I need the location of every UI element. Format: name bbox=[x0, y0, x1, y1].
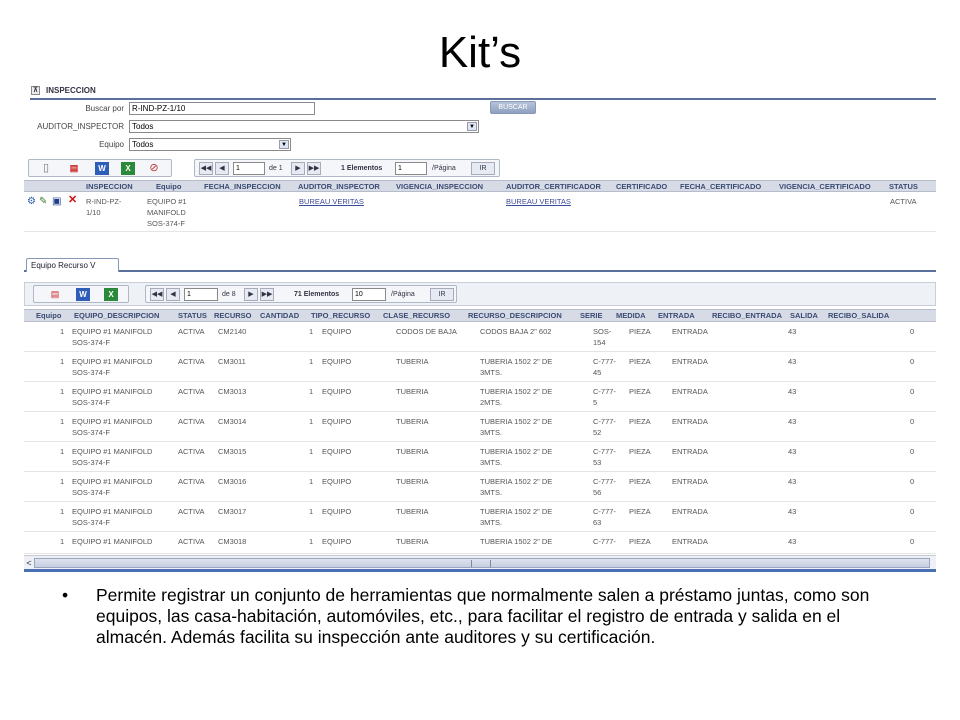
auditor-inspector-value: Todos bbox=[132, 122, 154, 131]
ir-button[interactable]: IR bbox=[471, 162, 495, 175]
bullet-text: Permite registrar un conjunto de herramientas que normalmente salen a préstamo juntas, como son equipos, las casa-habitación, automóviles, etc., para facilitar el registro de entrada y salida en el almacén. Además facilita su inspección ante auditores y su certificación. bbox=[96, 585, 870, 647]
column-header[interactable]: Equipo bbox=[156, 181, 182, 191]
desc-line: EQUIPO #1 MANIFOLD bbox=[72, 327, 153, 336]
inspeccion-section-header bbox=[24, 82, 936, 98]
cantidad-cell: 1 bbox=[309, 387, 314, 396]
cantidad-cell: 1 bbox=[309, 507, 314, 516]
page-input[interactable]: 1 bbox=[233, 162, 265, 175]
pdf-icon[interactable]: ▤ bbox=[50, 289, 60, 299]
equipo-cell bbox=[147, 196, 187, 229]
slide-title: Kit’s bbox=[438, 28, 522, 77]
status-cell: ACTIVA bbox=[178, 417, 205, 426]
entrada-cell: ENTRADA bbox=[672, 447, 708, 456]
inspeccion-line: 1/10 bbox=[86, 208, 101, 217]
edit-icon[interactable]: ✎ bbox=[39, 196, 48, 207]
recibo-entrada-cell: 43 bbox=[788, 447, 797, 456]
equipo-line: MANIFOLD bbox=[147, 208, 186, 217]
buscar-por-input[interactable]: R-IND-PZ-1/10 bbox=[129, 102, 315, 115]
serie-line: C-777- bbox=[593, 507, 616, 516]
desc-line: SOS-374-F bbox=[72, 338, 110, 347]
column-header[interactable]: TIPO_RECURSO bbox=[311, 311, 371, 320]
scroll-left-icon[interactable]: < bbox=[26, 558, 32, 568]
serie-line: 154 bbox=[593, 338, 606, 347]
chevron-down-icon[interactable]: ▼ bbox=[279, 140, 289, 149]
entrada-cell: ENTRADA bbox=[672, 507, 708, 516]
medida-cell: PIEZA bbox=[629, 507, 651, 516]
tab-bar bbox=[24, 258, 936, 272]
table-row[interactable] bbox=[24, 192, 936, 232]
next-page-icon[interactable]: ▶ bbox=[244, 288, 258, 301]
equipo-cell: 1 bbox=[60, 507, 65, 516]
expand-icon[interactable]: ⊼ bbox=[32, 87, 39, 94]
serie-line: C-777- bbox=[593, 447, 616, 456]
prev-page-icon[interactable]: ◀ bbox=[215, 162, 229, 175]
desc-line: SOS-374-F bbox=[72, 488, 110, 497]
medida-cell: PIEZA bbox=[629, 327, 651, 336]
cantidad-cell: 1 bbox=[309, 357, 314, 366]
auditor-inspector-label: AUDITOR_INSPECTOR bbox=[37, 122, 124, 131]
clase-recurso-cell: TUBERIA bbox=[396, 387, 429, 396]
clase-recurso-cell: TUBERIA bbox=[396, 447, 429, 456]
recurso-cell: CM3018 bbox=[218, 537, 247, 546]
last-page-icon[interactable]: ▶▶ bbox=[307, 162, 321, 175]
rdesc-line: TUBERIA 1502 2" DE bbox=[480, 447, 553, 456]
scrollbar-thumb[interactable] bbox=[34, 558, 930, 568]
status-cell: ACTIVA bbox=[178, 507, 205, 516]
recurso-toolbar bbox=[24, 282, 936, 306]
equipo-descripcion-cell bbox=[72, 476, 152, 498]
equipo-cell: 1 bbox=[60, 537, 65, 546]
recurso-cell: CM3014 bbox=[218, 417, 247, 426]
rdesc-line: 3MTS. bbox=[480, 518, 503, 527]
equipo-cell: 1 bbox=[60, 477, 65, 486]
recurso-descripcion-cell bbox=[480, 386, 552, 408]
buscar-por-label: Buscar por bbox=[85, 104, 124, 113]
table-row[interactable] bbox=[24, 322, 936, 352]
column-header[interactable]: CANTIDAD bbox=[260, 311, 300, 320]
recurso-descripcion-cell bbox=[480, 356, 552, 378]
table-row[interactable] bbox=[24, 382, 936, 412]
ir-button[interactable]: IR bbox=[430, 288, 454, 301]
desc-line: EQUIPO #1 MANIFOLD bbox=[72, 507, 153, 516]
column-header[interactable]: ENTRADA bbox=[658, 311, 695, 320]
column-header[interactable]: FECHA_INSPECCION bbox=[204, 181, 281, 191]
serie-line: C-777- bbox=[593, 417, 616, 426]
export-toolbar bbox=[28, 159, 172, 177]
recibo-entrada-cell: 43 bbox=[788, 507, 797, 516]
recurso-cell: CM3011 bbox=[218, 357, 246, 366]
rdesc-line: 3MTS. bbox=[480, 458, 503, 467]
column-header[interactable]: RECURSO bbox=[214, 311, 252, 320]
page-input[interactable]: 1 bbox=[184, 288, 218, 301]
excel-icon[interactable]: X bbox=[121, 162, 135, 175]
cantidad-cell: 1 bbox=[309, 417, 314, 426]
elements-count: 71 Elementos bbox=[294, 291, 340, 298]
recurso-descripcion-cell bbox=[480, 446, 552, 468]
entrada-cell: ENTRADA bbox=[672, 417, 708, 426]
inspeccion-cell bbox=[86, 196, 121, 218]
per-page-text: /Página bbox=[432, 165, 456, 172]
bullet-marker: • bbox=[62, 585, 69, 605]
save-icon[interactable]: ▣ bbox=[52, 196, 62, 207]
column-header[interactable]: SERIE bbox=[580, 311, 603, 320]
next-page-icon[interactable]: ▶ bbox=[291, 162, 305, 175]
column-header[interactable]: MEDIDA bbox=[616, 311, 646, 320]
auditor-inspector-link[interactable]: BUREAU VERITAS bbox=[299, 197, 364, 206]
recibo-salida-cell: 0 bbox=[910, 387, 915, 396]
status-cell: ACTIVA bbox=[178, 447, 205, 456]
clase-recurso-cell: TUBERIA bbox=[396, 507, 429, 516]
first-page-icon[interactable]: ◀◀ bbox=[199, 162, 213, 175]
column-header[interactable]: RECURSO_DESCRIPCION bbox=[468, 311, 562, 320]
recurso-descripcion-cell: TUBERIA 1502 2" DE bbox=[480, 537, 553, 546]
recurso-table-header bbox=[24, 309, 936, 322]
serie-line: 63 bbox=[593, 518, 602, 527]
status-cell: ACTIVA bbox=[178, 387, 205, 396]
rdesc-line: TUBERIA 1502 2" DE bbox=[480, 357, 553, 366]
recibo-entrada-cell: 43 bbox=[788, 477, 797, 486]
tipo-recurso-cell: EQUIPO bbox=[322, 477, 352, 486]
column-header[interactable]: Equipo bbox=[36, 311, 62, 320]
equipo-value: Todos bbox=[132, 140, 154, 149]
tipo-recurso-cell: EQUIPO bbox=[322, 507, 352, 516]
bottom-band bbox=[24, 569, 936, 572]
inspeccion-table-header bbox=[24, 180, 936, 192]
column-header[interactable]: STATUS bbox=[178, 311, 207, 320]
recibo-entrada-cell: 43 bbox=[788, 357, 797, 366]
cantidad-cell: 1 bbox=[309, 477, 314, 486]
serie-cell bbox=[593, 506, 616, 528]
per-page-input[interactable]: 1 bbox=[395, 162, 427, 175]
equipo-line: SOS-374-F bbox=[147, 219, 185, 228]
auditor-inspector-select[interactable] bbox=[129, 120, 479, 133]
new-document-icon[interactable]: ▯ bbox=[42, 162, 50, 174]
recurso-descripcion-cell bbox=[480, 326, 551, 337]
entrada-cell: ENTRADA bbox=[672, 357, 708, 366]
prev-page-icon[interactable]: ◀ bbox=[166, 288, 180, 301]
column-header[interactable]: EQUIPO_DESCRIPCION bbox=[74, 311, 160, 320]
equipo-line: EQUIPO #1 bbox=[147, 197, 187, 206]
equipo-label: Equipo bbox=[99, 140, 124, 149]
serie-line: 5 bbox=[593, 398, 598, 407]
table-row[interactable] bbox=[24, 532, 936, 554]
tipo-recurso-cell: EQUIPO bbox=[322, 537, 352, 546]
word-icon[interactable]: W bbox=[95, 162, 109, 175]
equipo-cell: 1 bbox=[60, 417, 65, 426]
clase-recurso-cell: TUBERIA bbox=[396, 417, 429, 426]
page-of-text: de 8 bbox=[222, 291, 236, 298]
column-header[interactable]: CLASE_RECURSO bbox=[383, 311, 451, 320]
pdf-icon[interactable]: ▤ bbox=[69, 163, 79, 173]
serie-cell bbox=[593, 386, 616, 408]
entrada-cell: ENTRADA bbox=[672, 387, 708, 396]
recibo-entrada-cell: 43 bbox=[788, 537, 797, 546]
column-header[interactable]: VIGENCIA_INSPECCION bbox=[396, 181, 484, 191]
serie-line: C-777- bbox=[593, 477, 616, 486]
inspeccion-line: R-IND-PZ- bbox=[86, 197, 122, 206]
status-cell: ACTIVA bbox=[178, 327, 205, 336]
serie-line: 52 bbox=[593, 428, 602, 437]
equipo-cell: 1 bbox=[60, 447, 65, 456]
equipo-descripcion-cell bbox=[72, 416, 152, 438]
first-page-icon[interactable]: ◀◀ bbox=[150, 288, 164, 301]
serie-line: C-777- bbox=[593, 387, 616, 396]
equipo-cell: 1 bbox=[60, 387, 65, 396]
tipo-recurso-cell: EQUIPO bbox=[322, 387, 352, 396]
serie-cell: C-777- bbox=[593, 537, 616, 546]
per-page-input[interactable]: 10 bbox=[352, 288, 386, 301]
desc-line: EQUIPO #1 MANIFOLD bbox=[72, 387, 153, 396]
recibo-entrada-cell: 43 bbox=[788, 387, 797, 396]
group-icon[interactable]: ⚙ bbox=[27, 196, 36, 207]
clase-recurso-cell: CODOS DE BAJA bbox=[396, 327, 457, 336]
medida-cell: PIEZA bbox=[629, 357, 651, 366]
recibo-salida-cell: 0 bbox=[910, 537, 915, 546]
clase-recurso-cell: TUBERIA bbox=[396, 537, 429, 546]
serie-line: 53 bbox=[593, 458, 602, 467]
last-page-icon[interactable]: ▶▶ bbox=[260, 288, 274, 301]
desc-line: EQUIPO #1 MANIFOLD bbox=[72, 447, 153, 456]
inspeccion-toolbar bbox=[24, 156, 936, 178]
equipo-descripcion-cell bbox=[72, 446, 152, 468]
buscar-por-row bbox=[24, 100, 936, 118]
rdesc-line: TUBERIA 1502 2" DE bbox=[480, 417, 553, 426]
desc-line: SOS-374-F bbox=[72, 368, 110, 377]
rdesc-line: TUBERIA 1502 2" DE bbox=[480, 477, 553, 486]
medida-cell: PIEZA bbox=[629, 417, 651, 426]
table-row[interactable] bbox=[24, 502, 936, 532]
recurso-descripcion-cell bbox=[480, 476, 552, 498]
auditor-certificador-link[interactable]: BUREAU VERITAS bbox=[506, 197, 571, 206]
table-row[interactable] bbox=[24, 442, 936, 472]
recurso-cell: CM3017 bbox=[218, 507, 247, 516]
excel-icon[interactable]: X bbox=[104, 288, 118, 301]
no-filter-icon[interactable]: ⊘ bbox=[149, 162, 159, 174]
desc-line: EQUIPO #1 MANIFOLD bbox=[72, 477, 153, 486]
chevron-down-icon[interactable]: ▼ bbox=[467, 122, 477, 131]
recibo-salida-cell: 0 bbox=[910, 447, 915, 456]
recurso-cell: CM3015 bbox=[218, 447, 247, 456]
scrollbar-grip bbox=[471, 560, 491, 567]
serie-cell bbox=[593, 416, 616, 438]
status-cell: ACTIVA bbox=[178, 477, 205, 486]
desc-line: SOS-374-F bbox=[72, 458, 110, 467]
serie-line: 45 bbox=[593, 368, 602, 377]
word-icon[interactable]: W bbox=[76, 288, 90, 301]
medida-cell: PIEZA bbox=[629, 477, 651, 486]
serie-cell bbox=[593, 446, 616, 468]
recurso-table-body bbox=[24, 322, 936, 554]
cantidad-cell: 1 bbox=[309, 327, 314, 336]
equipo-descripcion-cell bbox=[72, 506, 152, 528]
recurso-export-toolbar bbox=[33, 285, 129, 303]
rdesc-line: TUBERIA 1502 2" DE bbox=[480, 507, 553, 516]
elements-count: 1 Elementos bbox=[341, 165, 383, 172]
rdesc-line: 3MTS. bbox=[480, 368, 503, 377]
medida-cell: PIEZA bbox=[629, 387, 651, 396]
serie-cell bbox=[593, 476, 616, 498]
column-header[interactable]: SALIDA bbox=[790, 311, 818, 320]
auditor-row bbox=[24, 118, 936, 136]
recibo-salida-cell: 0 bbox=[910, 417, 915, 426]
buscar-button[interactable]: BUSCAR bbox=[490, 101, 536, 114]
equipo-descripcion-cell: EQUIPO #1 MANIFOLD bbox=[72, 537, 153, 546]
equipo-select[interactable] bbox=[129, 138, 291, 151]
desc-line: SOS-374-F bbox=[72, 428, 110, 437]
column-header[interactable]: FECHA_CERTIFICADO bbox=[680, 181, 762, 191]
equipo-row bbox=[24, 136, 936, 154]
recibo-entrada-cell: 43 bbox=[788, 417, 797, 426]
recibo-salida-cell: 0 bbox=[910, 507, 915, 516]
tipo-recurso-cell: EQUIPO bbox=[322, 327, 352, 336]
recurso-cell: CM2140 bbox=[218, 327, 247, 336]
delete-icon[interactable]: ✕ bbox=[68, 194, 78, 206]
recurso-cell: CM3016 bbox=[218, 477, 247, 486]
clase-recurso-cell: TUBERIA bbox=[396, 357, 429, 366]
recurso-pager bbox=[145, 285, 457, 303]
column-header[interactable]: AUDITOR_INSPECTOR bbox=[298, 181, 380, 191]
app-screenshot bbox=[24, 82, 936, 572]
equipo-cell: 1 bbox=[60, 327, 65, 336]
column-header[interactable]: AUDITOR_CERTIFICADOR bbox=[506, 181, 601, 191]
entrada-cell: ENTRADA bbox=[672, 477, 708, 486]
medida-cell: PIEZA bbox=[629, 447, 651, 456]
rdesc-line: TUBERIA 1502 2" DE bbox=[480, 387, 553, 396]
medida-cell: PIEZA bbox=[629, 537, 651, 546]
table-row[interactable] bbox=[24, 412, 936, 442]
column-header[interactable]: CERTIFICADO bbox=[616, 181, 668, 191]
tab-equipo-recurso[interactable]: Equipo Recurso V bbox=[26, 258, 119, 272]
cantidad-cell: 1 bbox=[309, 447, 314, 456]
status-cell: ACTIVA bbox=[178, 357, 205, 366]
desc-line: SOS-374-F bbox=[72, 518, 110, 527]
entrada-cell: ENTRADA bbox=[672, 327, 708, 336]
equipo-cell: 1 bbox=[60, 357, 65, 366]
recurso-cell: CM3013 bbox=[218, 387, 247, 396]
serie-cell bbox=[593, 356, 616, 378]
tipo-recurso-cell: EQUIPO bbox=[322, 357, 352, 366]
table-row[interactable] bbox=[24, 472, 936, 502]
equipo-descripcion-cell bbox=[72, 326, 152, 348]
serie-cell bbox=[593, 326, 611, 348]
column-header[interactable]: INSPECCION bbox=[86, 181, 133, 191]
recurso-descripcion-cell bbox=[480, 416, 552, 438]
tipo-recurso-cell: EQUIPO bbox=[322, 417, 352, 426]
per-page-text: /Página bbox=[391, 291, 415, 298]
rdesc-line: CODOS BAJA 2" 602 bbox=[480, 327, 552, 336]
serie-line: 56 bbox=[593, 488, 602, 497]
rdesc-line: 2MTS. bbox=[480, 398, 503, 407]
cantidad-cell: 1 bbox=[309, 537, 314, 546]
recurso-descripcion-cell bbox=[480, 506, 552, 528]
column-header[interactable]: RECIBO_ENTRADA bbox=[712, 311, 783, 320]
recibo-salida-cell: 0 bbox=[910, 327, 915, 336]
page-of-text: de 1 bbox=[269, 165, 283, 172]
entrada-cell: ENTRADA bbox=[672, 537, 708, 546]
status-cell: ACTIVA bbox=[178, 537, 205, 546]
equipo-descripcion-cell bbox=[72, 386, 152, 408]
recibo-entrada-cell: 43 bbox=[788, 327, 797, 336]
status-cell: ACTIVA bbox=[890, 197, 917, 206]
equipo-descripcion-cell bbox=[72, 356, 152, 378]
recibo-salida-cell: 0 bbox=[910, 357, 915, 366]
rdesc-line: 3MTS. bbox=[480, 488, 503, 497]
column-header[interactable]: STATUS bbox=[889, 181, 918, 191]
column-header[interactable]: VIGENCIA_CERTIFICADO bbox=[779, 181, 871, 191]
desc-line: SOS-374-F bbox=[72, 398, 110, 407]
column-header[interactable]: RECIBO_SALIDA bbox=[828, 311, 890, 320]
desc-line: EQUIPO #1 MANIFOLD bbox=[72, 357, 153, 366]
tipo-recurso-cell: EQUIPO bbox=[322, 447, 352, 456]
serie-line: SOS- bbox=[593, 327, 612, 336]
clase-recurso-cell: TUBERIA bbox=[396, 477, 429, 486]
rdesc-line: 3MTS. bbox=[480, 428, 503, 437]
horizontal-scrollbar[interactable] bbox=[24, 555, 936, 569]
inspeccion-pager bbox=[194, 159, 500, 177]
table-row[interactable] bbox=[24, 352, 936, 382]
serie-line: C-777- bbox=[593, 357, 616, 366]
inspeccion-section-title: INSPECCION bbox=[46, 85, 96, 95]
desc-line: EQUIPO #1 MANIFOLD bbox=[72, 417, 153, 426]
recibo-salida-cell: 0 bbox=[910, 477, 915, 486]
